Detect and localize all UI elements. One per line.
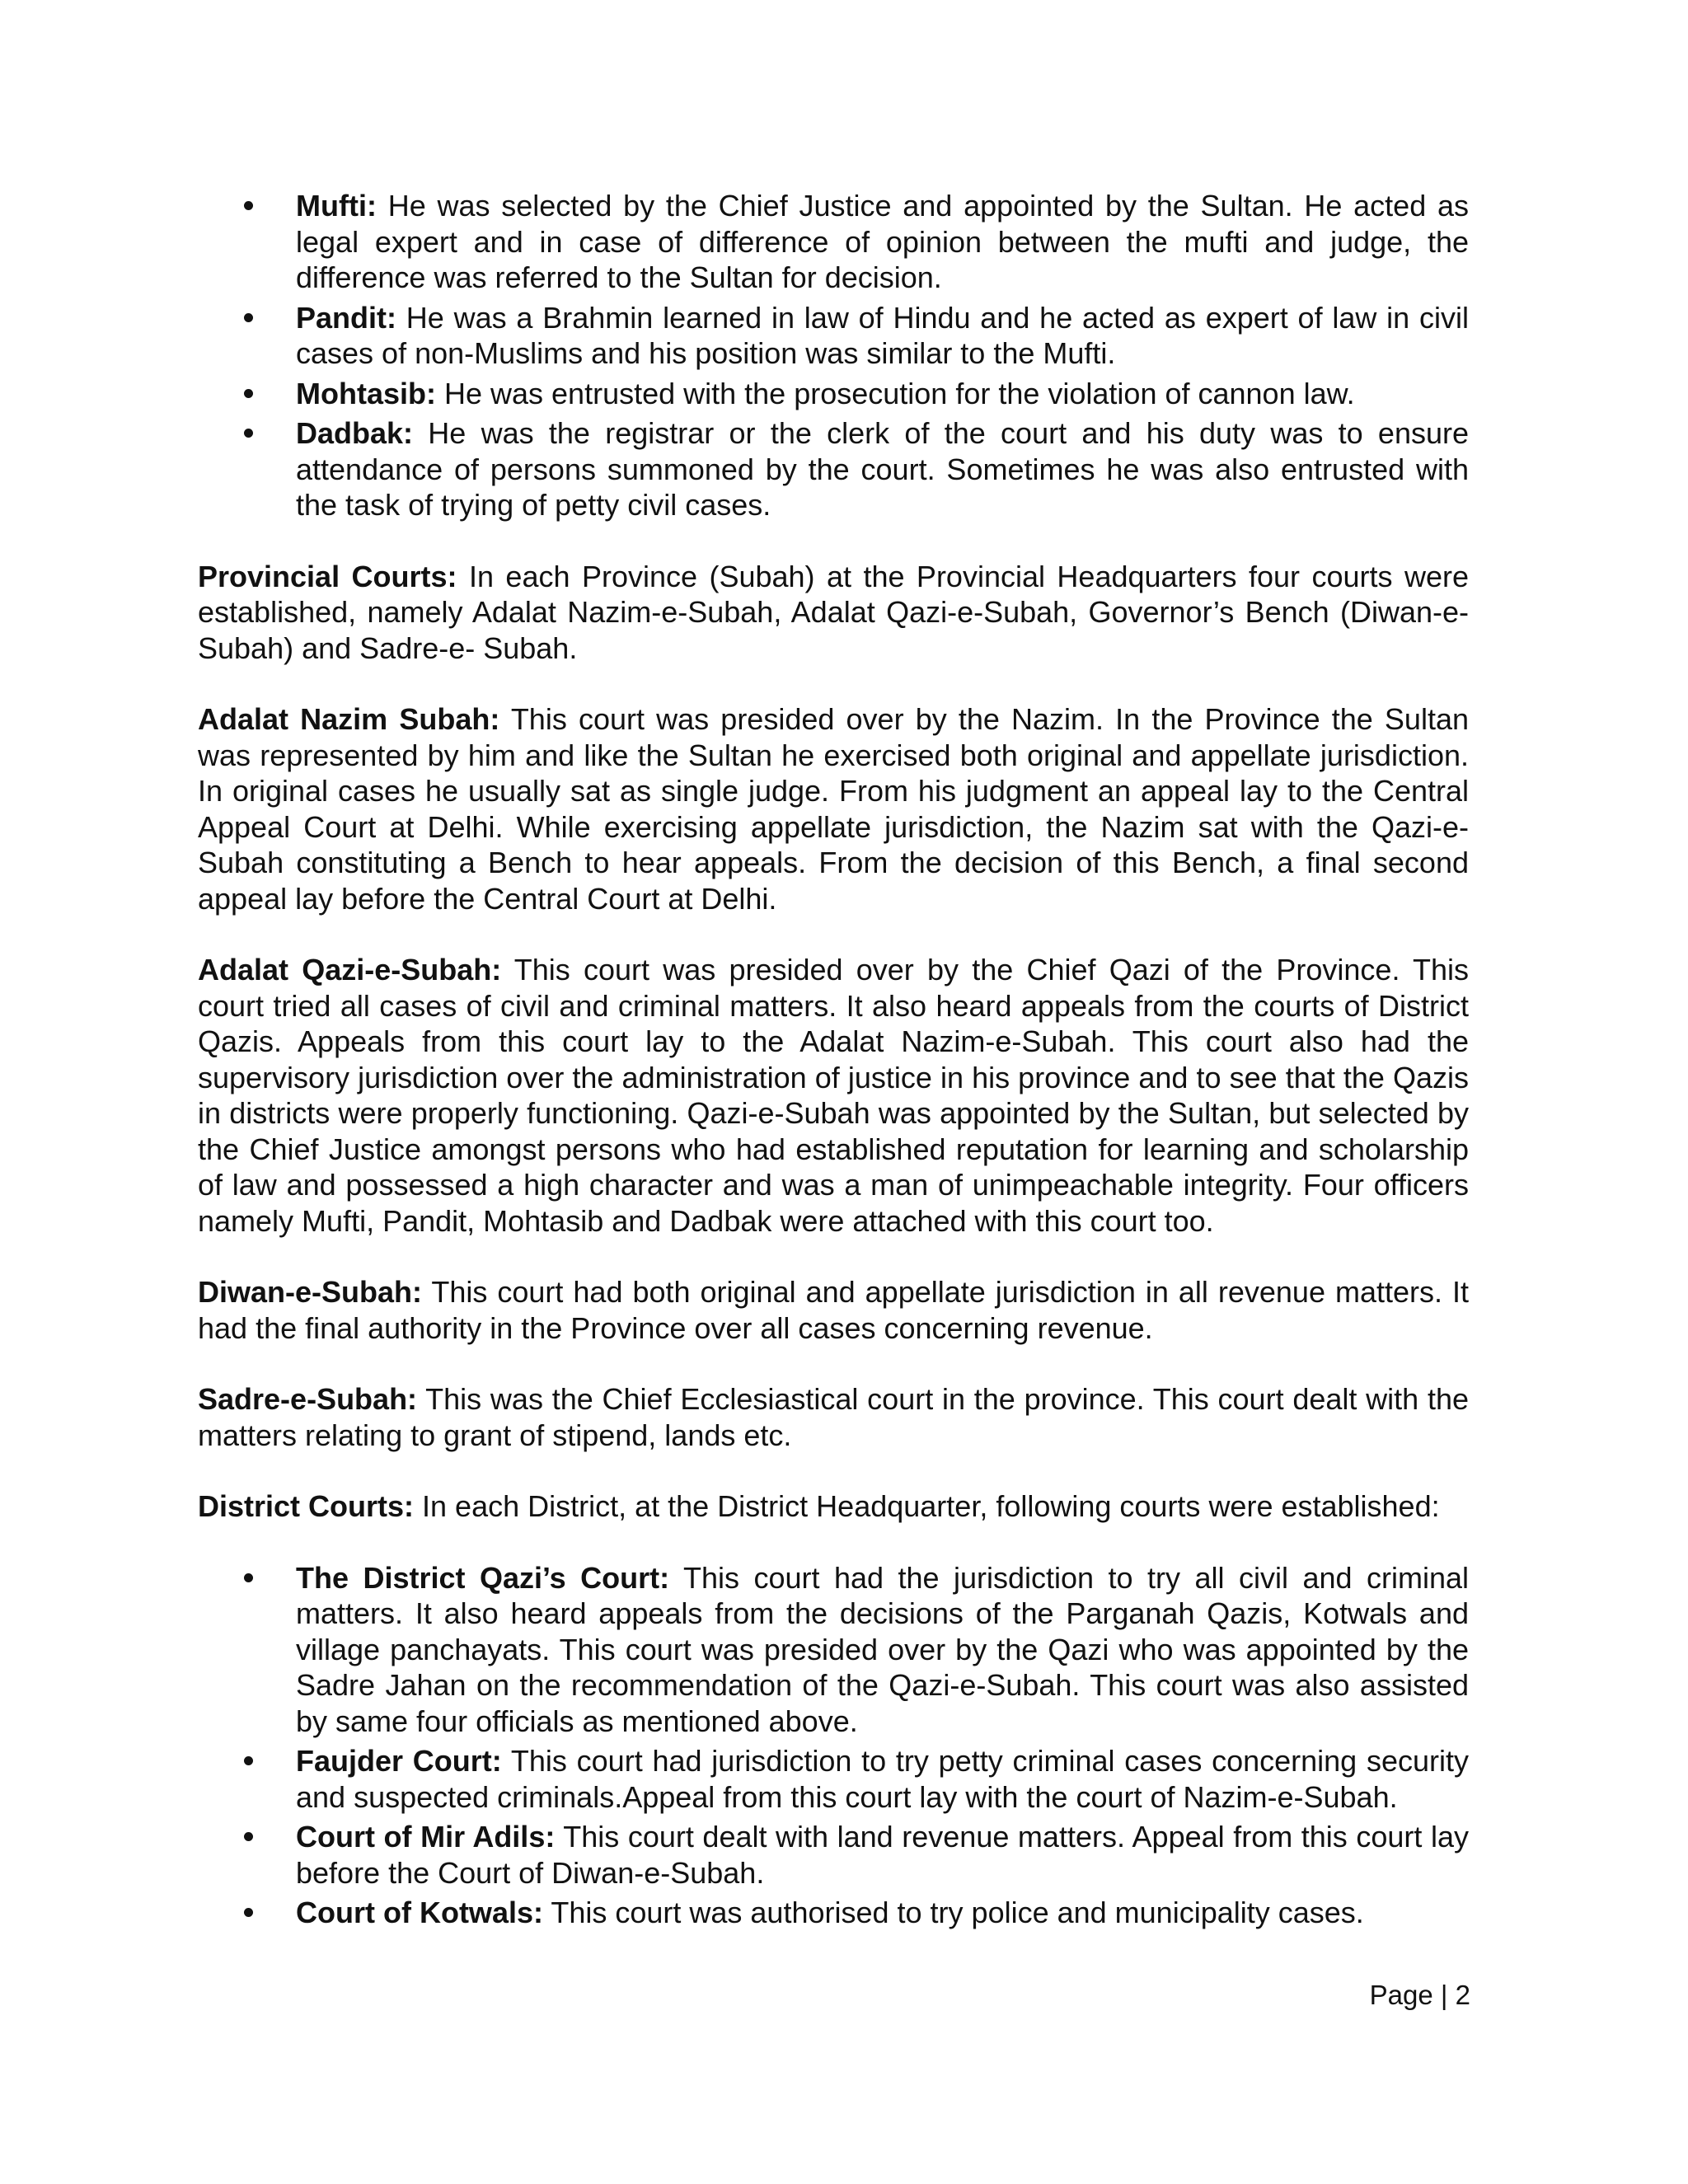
term-label: Faujder Court: (296, 1744, 502, 1778)
term-label: Dadbak: (296, 416, 414, 450)
term-label: Sadre-e-Subah: (198, 1382, 418, 1416)
paragraph-text: This court had both original and appellate jurisdiction in all revenue matters. It had the final authority in the Province over all cases concerning revenue. (198, 1275, 1469, 1345)
paragraph-district-courts (198, 1488, 1469, 1525)
term-label: Adalat Qazi-e-Subah: (198, 953, 502, 987)
term-label: The District Qazi’s Court: (296, 1560, 670, 1595)
bullet-icon (244, 429, 253, 438)
bullet-icon (244, 1573, 253, 1582)
term-label: District Courts: (198, 1489, 415, 1523)
term-description: He was a Brahmin learned in law of Hindu and he acted as expert of law in civil cases of non-Muslims and his position was similar to the Mufti. (296, 300, 1469, 370)
term-description: He was the registrar or the clerk of the court and his duty was to ensure attendance of persons summoned by the court. Sometimes he was also entrusted with the task of trying of petty civil cases. (296, 416, 1469, 522)
term-description: He was entrusted with the prosecution for the violation of cannon law. (435, 376, 1355, 410)
term-label: Mohtasib: (296, 376, 436, 410)
paragraph-text: This court was presided over by the Chief Qazi of the Province. This court tried all cases of civil and criminal matters. It also heard appeals from the courts of District Qazis. Appeals from this court lay to the Adalat Nazim-e-Subah. This court also had the supervisory jurisdiction over the administration of justice in his province and to see that the Qazis in districts were properly functioning. Qazi-e-Subah was appointed by the Sultan, but selected by the Chief Justice amongst persons who had established reputation for learning and scholarship of law and possessed a high character and was a man of unimpeachable integrity. Four officers namely Mufti, Pandit, Mohtasib and Dadbak were attached with this court too. (198, 953, 1470, 1238)
list-item-district-qazi-court (198, 1560, 1469, 1740)
list-item-court-of-mir-adils (198, 1819, 1469, 1891)
term-label: Court of Mir Adils: (296, 1820, 556, 1854)
term-description: This court had jurisdiction to try petty criminal cases concerning security and suspected criminals.Appeal from this court lay with the court of Nazim-e-Subah. (296, 1744, 1469, 1814)
paragraph-provincial-courts (198, 559, 1469, 667)
list-item-dadbak (198, 415, 1469, 523)
term-label: Court of Kotwals: (296, 1896, 543, 1929)
paragraph-text: This court was presided over by the Nazim. In the Province the Sultan was represented by him and like the Sultan he exercised both original and appellate jurisdiction. In original cases he usually sat as single judge. From his judgment an appeal lay to the Central Appeal Court at Delhi. While exercising appellate jurisdiction, the Nazim sat with the Qazi-e-Subah constituting a Bench to hear appeals. From the decision of this Bench, a final second appeal lay before the Central Court at Delhi. (198, 702, 1469, 916)
paragraph-text: In each District, at the District Headquarter, following courts were established: (414, 1489, 1440, 1523)
term-label: Pandit: (296, 300, 396, 335)
list-item-mufti (198, 188, 1469, 296)
bullet-icon (244, 1908, 253, 1917)
bullet-icon (244, 1832, 253, 1841)
term-label: Mufti: (296, 189, 377, 223)
paragraph-adalat-nazim-subah (198, 701, 1469, 916)
list-item-court-of-kotwals (198, 1895, 1469, 1931)
term-description: This court dealt with land revenue matters. Appeal from this court lay before the Court of Diwan-e-Subah. (296, 1820, 1469, 1890)
court-officials-list (198, 188, 1469, 523)
term-description: This court was authorised to try police and municipality cases. (542, 1896, 1364, 1929)
district-courts-list (198, 1560, 1469, 1931)
paragraph-text: This was the Chief Ecclesiastical court in the province. This court dealt with the matters relating to grant of stipend, lands etc. (198, 1382, 1469, 1452)
paragraph-diwan-e-subah (198, 1274, 1469, 1346)
term-label: Provincial Courts: (198, 559, 457, 593)
term-description: He was selected by the Chief Justice and appointed by the Sultan. He acted as legal expert and in case of difference of opinion between the mufti and judge, the difference was referred to the Sultan for decision. (296, 189, 1469, 294)
list-item-pandit (198, 300, 1469, 372)
paragraph-adalat-qazi-e-subah (198, 952, 1469, 1239)
document-page (198, 188, 1469, 1966)
bullet-icon (244, 1756, 253, 1765)
bullet-icon (244, 201, 253, 210)
bullet-icon (244, 313, 253, 322)
bullet-icon (244, 389, 253, 398)
page-number: Page | 2 (1369, 1980, 1470, 2010)
list-item-mohtasib (198, 376, 1469, 412)
term-description: This court had the jurisdiction to try all civil and criminal matters. It also heard appeals from the decisions of the Parganah Qazis, Kotwals and village panchayats. This court was presided over by the Qazi who was appointed by the Sadre Jahan on the recommendation of the Qazi-e-Subah. This court was also assisted by same four officials as mentioned above. (296, 1560, 1470, 1738)
paragraph-text: In each Province (Subah) at the Provincial Headquarters four courts were established, namely Adalat Nazim-e-Subah, Adalat Qazi-e-Subah, Governor’s Bench (Diwan-e-Subah) and Sadre-e- Subah. (198, 559, 1469, 665)
paragraph-sadre-e-subah (198, 1381, 1469, 1453)
list-item-faujder-court (198, 1743, 1469, 1815)
term-label: Adalat Nazim Subah: (198, 702, 500, 736)
term-label: Diwan-e-Subah: (198, 1275, 423, 1309)
